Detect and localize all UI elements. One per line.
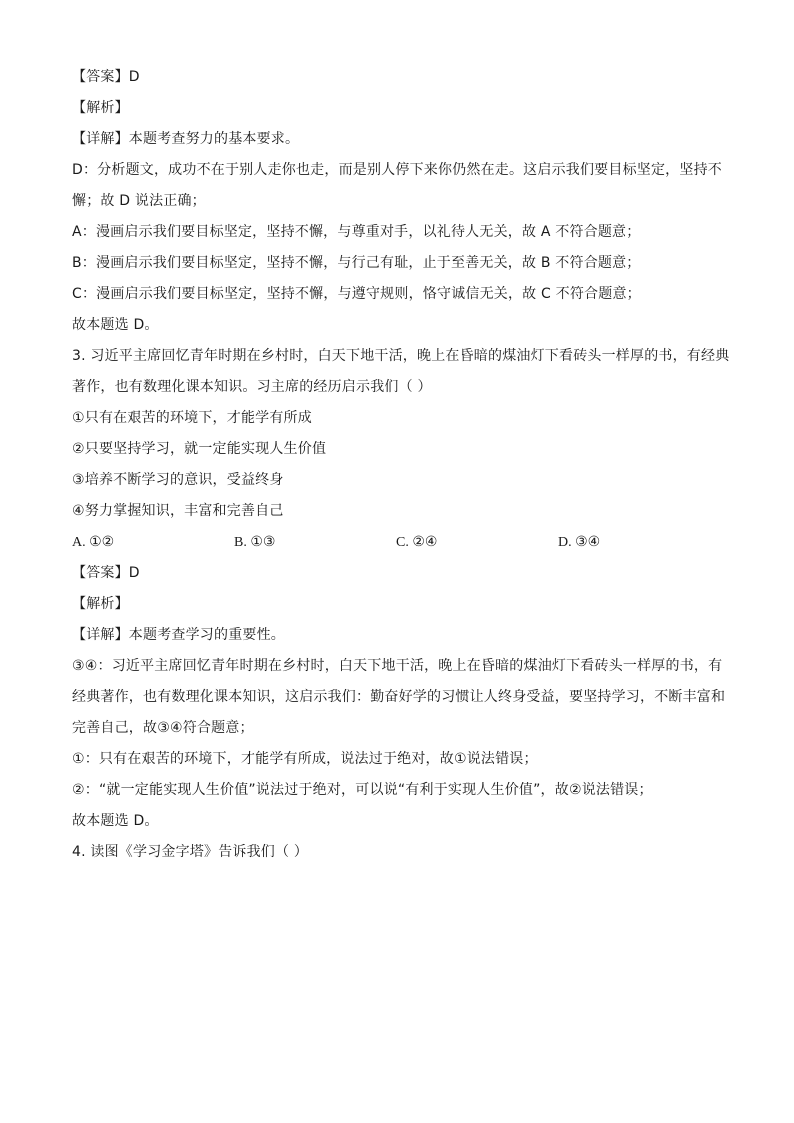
explain-line: D：分析题文，成功不在于别人走你也走，而是别人停下来你仍然在走。这启示我们要目标坚定，坚持不 xyxy=(72,162,722,178)
explain-line: 故本题选 D。 xyxy=(72,317,159,333)
explain-line: 经典著作，也有数理化课本知识，这启示我们：勤奋好学的习惯让人终身受益，要坚持学习，不断丰富和 xyxy=(72,689,726,705)
explain-line: ①：只有在艰苦的环境下，才能学有所成，说法过于绝对，故①说法错误； xyxy=(72,751,538,767)
answer-label: 【答案】D xyxy=(72,565,140,581)
analysis-label: 【解析】 xyxy=(72,100,129,116)
question-stem: 著作，也有数理化课本知识。习主席的经历启示我们（ ） xyxy=(72,379,432,395)
answer-label: 【答案】D xyxy=(72,69,140,85)
explain-line: ②：“就一定能实现人生价值”说法过于绝对，可以说“有利于实现人生价值”，故②说法错误； xyxy=(72,782,653,798)
question-stem: 3. 习近平主席回忆青年时期在乡村时，白天下地干活，晚上在昏暗的煤油灯下看砖头一样厚的书，有经典 xyxy=(72,348,730,364)
explain-line: 故本题选 D。 xyxy=(72,813,159,829)
explain-line: C：漫画启示我们要目标坚定，坚持不懈，与遵守规则，恪守诚信无关，故 C 不符合题意； xyxy=(72,286,641,302)
question-stem: 4. 读图《学习金字塔》告诉我们（ ） xyxy=(72,844,309,860)
detail-text: 【详解】本题考查努力的基本要求。 xyxy=(72,131,300,147)
option-d: D. ③④ xyxy=(558,535,601,550)
option-b: B. ①③ xyxy=(234,535,276,550)
option-a: A. ①② xyxy=(72,535,115,550)
detail-text: 【详解】本题考查学习的重要性。 xyxy=(72,627,285,643)
explain-line: A：漫画启示我们要目标坚定，坚持不懈，与尊重对手，以礼待人无关，故 A 不符合题意； xyxy=(72,224,641,240)
option-c: C. ②④ xyxy=(396,535,438,550)
question-item: ③培养不断学习的意识，受益终身 xyxy=(72,472,284,488)
explain-line: 完善自己，故③④符合题意； xyxy=(72,720,254,736)
explain-line: ③④：习近平主席回忆青年时期在乡村时，白天下地干活，晚上在昏暗的煤油灯下看砖头一样厚的书，有 xyxy=(72,658,723,674)
answer-options xyxy=(72,527,732,558)
question-item: ④努力掌握知识，丰富和完善自己 xyxy=(72,503,284,519)
document-page xyxy=(72,62,732,868)
question-item: ②只要坚持学习，就一定能实现人生价值 xyxy=(72,441,327,457)
analysis-label: 【解析】 xyxy=(72,596,129,612)
explain-line: B：漫画启示我们要目标坚定，坚持不懈，与行己有耻，止于至善无关，故 B 不符合题意； xyxy=(72,255,641,271)
question-item: ①只有在艰苦的环境下，才能学有所成 xyxy=(72,410,312,426)
explain-line: 懈；故 D 说法正确； xyxy=(72,193,206,209)
